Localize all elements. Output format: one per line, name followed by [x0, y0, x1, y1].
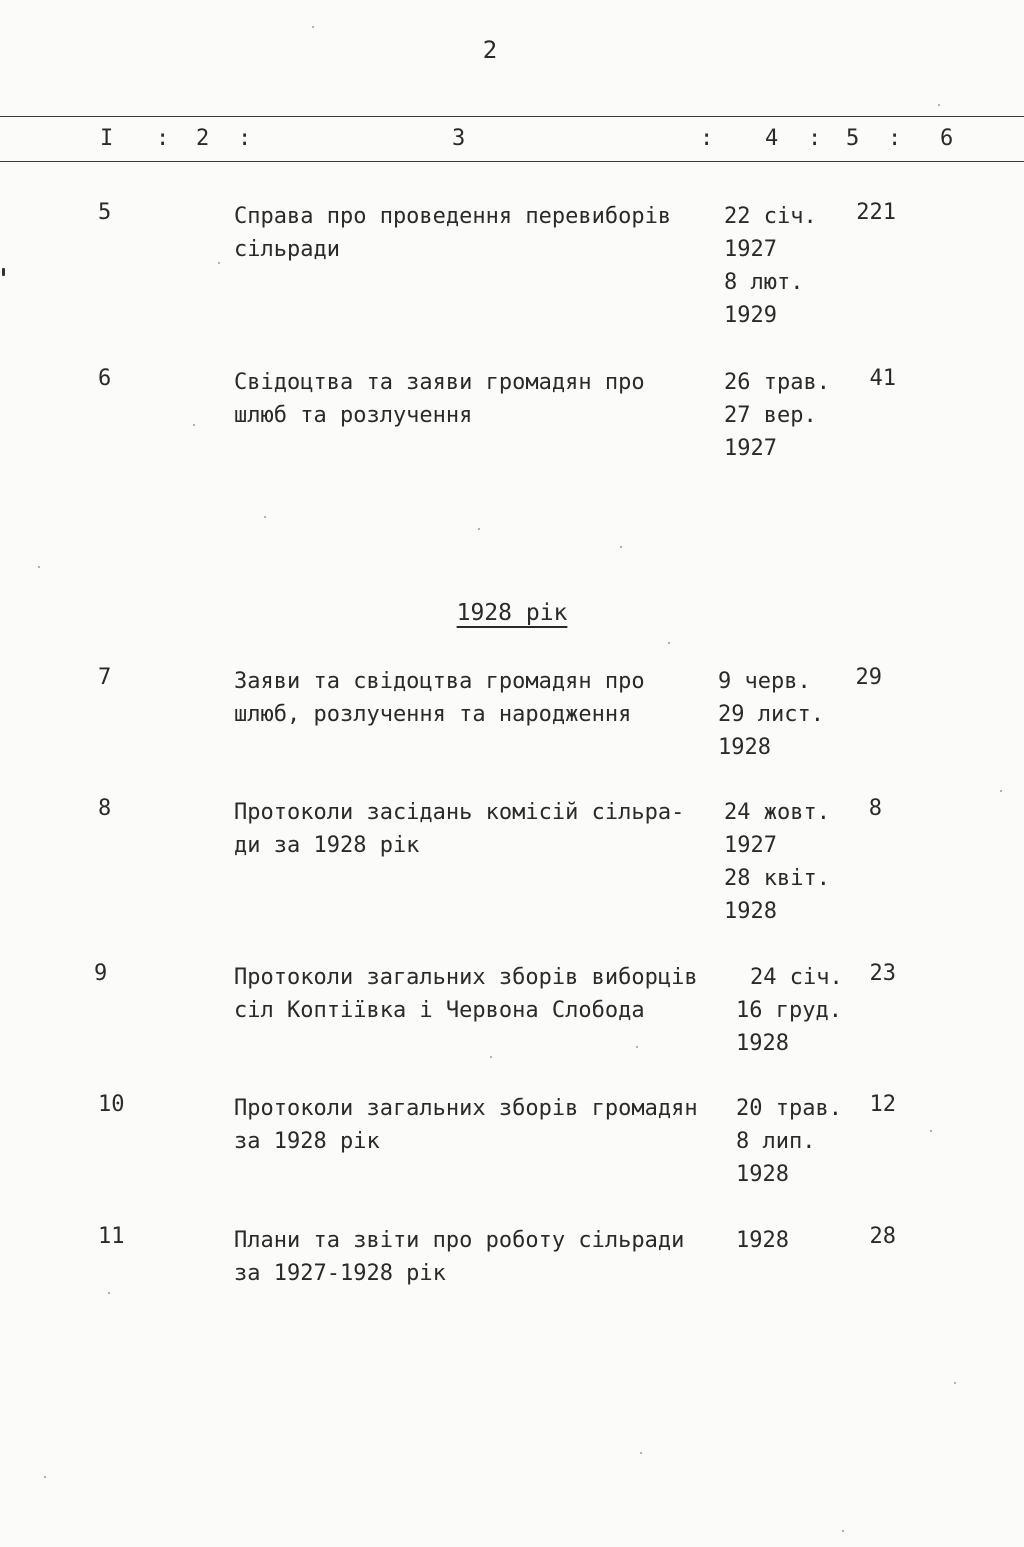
entry-date-line: 1927 — [724, 436, 777, 461]
entry-date-line: 1928 — [736, 1031, 789, 1056]
entry-date-line: 8 лип. — [736, 1129, 816, 1154]
entry-title-line: Свідоцтва та заяви громадян про — [234, 370, 645, 395]
year-heading-text: 1928 рік — [456, 600, 568, 626]
entry-number: 11 — [98, 1224, 125, 1249]
entry-date-line: 1927 — [724, 237, 777, 262]
entry-title — [234, 796, 714, 862]
entry-title — [234, 366, 714, 432]
entry-dates — [736, 961, 843, 1060]
header-col-3: 3 — [452, 126, 466, 151]
entry-title — [234, 665, 714, 731]
entry-title-line: сіл Коптіївка і Червона Слобода — [234, 998, 645, 1023]
entry-sheet-count: 41 — [869, 366, 896, 391]
entry-title-line: шлюб та розлучення — [234, 403, 473, 428]
entry-title — [234, 1224, 714, 1290]
entry-title-line: Протоколи загальних зборів виборців — [234, 965, 698, 990]
entry-date-line: 1927 — [724, 833, 777, 858]
year-heading — [0, 600, 1024, 626]
header-col-1: I — [100, 126, 114, 151]
entry-sheet-count: 12 — [869, 1092, 896, 1117]
entry-number: 5 — [98, 200, 112, 225]
entry-date-line: 29 лист. — [718, 702, 824, 727]
entry-title-line: Протоколи загальних зборів громадян — [234, 1096, 698, 1121]
entry-number: 6 — [98, 366, 112, 391]
header-separator: : — [888, 126, 902, 151]
entry-dates — [736, 1224, 789, 1257]
entry-date-line: 1928 — [718, 735, 771, 760]
entry-title — [234, 961, 714, 1027]
entry-title-line: за 1927-1928 рік — [234, 1261, 446, 1286]
entry-date-line: 1929 — [724, 303, 777, 328]
entry-date-line: 1928 — [736, 1162, 789, 1187]
entry-date-line: 9 черв. — [718, 669, 811, 694]
entry-title — [234, 1092, 714, 1158]
header-col-5: 5 — [846, 126, 860, 151]
header-separator: : — [700, 126, 714, 151]
entry-title-line: Заяви та свідоцтва громадян про — [234, 669, 645, 694]
entry-date-line: 28 квіт. — [724, 866, 830, 891]
header-separator: : — [808, 126, 822, 151]
page-number: 2 — [482, 36, 498, 64]
entry-number: 8 — [98, 796, 112, 821]
entry-number: 7 — [98, 665, 112, 690]
entry-date-line: 1928 — [736, 1228, 789, 1253]
entry-title-line: шлюб, розлучення та народження — [234, 702, 632, 727]
header-separator: : — [238, 126, 252, 151]
header-top-rule — [0, 116, 1024, 117]
entry-title-line: сільради — [234, 237, 340, 262]
entry-title-line: за 1928 рік — [234, 1129, 380, 1154]
entry-date-line: 20 трав. — [736, 1096, 842, 1121]
entry-date-line: 16 груд. — [736, 998, 842, 1023]
entry-title-line: ди за 1928 рік — [234, 833, 420, 858]
entry-sheet-count: 28 — [869, 1224, 896, 1249]
header-col-4: 4 — [765, 126, 779, 151]
entry-sheet-count: 23 — [869, 961, 896, 986]
entry-title — [234, 200, 714, 266]
entry-dates — [718, 665, 824, 764]
entry-date-line: 26 трав. — [724, 370, 830, 395]
entry-dates — [736, 1092, 842, 1191]
entry-number: 9 — [94, 961, 108, 986]
entry-title-line: Справа про проведення перевиборів — [234, 204, 672, 229]
entry-date-line: 24 жовт. — [724, 800, 830, 825]
entry-date-line: 1928 — [724, 899, 777, 924]
entry-date-line: 8 лют. — [724, 270, 804, 295]
entry-date-line: 27 вер. — [724, 403, 817, 428]
entry-title-line: Плани та звіти про роботу сільради — [234, 1228, 685, 1253]
entry-title-line: Протоколи засідань комісій сільра- — [234, 800, 685, 825]
header-col-2: 2 — [196, 126, 210, 151]
entry-dates — [724, 366, 830, 465]
header-separator: : — [156, 126, 170, 151]
entry-dates — [724, 200, 817, 332]
entry-date-line: 24 січ. — [750, 965, 843, 990]
entry-sheet-count: 29 — [855, 665, 882, 690]
entry-date-line: 22 січ. — [724, 204, 817, 229]
entry-dates — [724, 796, 830, 928]
header-bottom-rule — [0, 161, 1024, 162]
entry-sheet-count: 8 — [868, 796, 882, 821]
entry-sheet-count: 221 — [856, 200, 896, 225]
header-col-6: 6 — [940, 126, 954, 151]
entry-number: 10 — [98, 1092, 125, 1117]
